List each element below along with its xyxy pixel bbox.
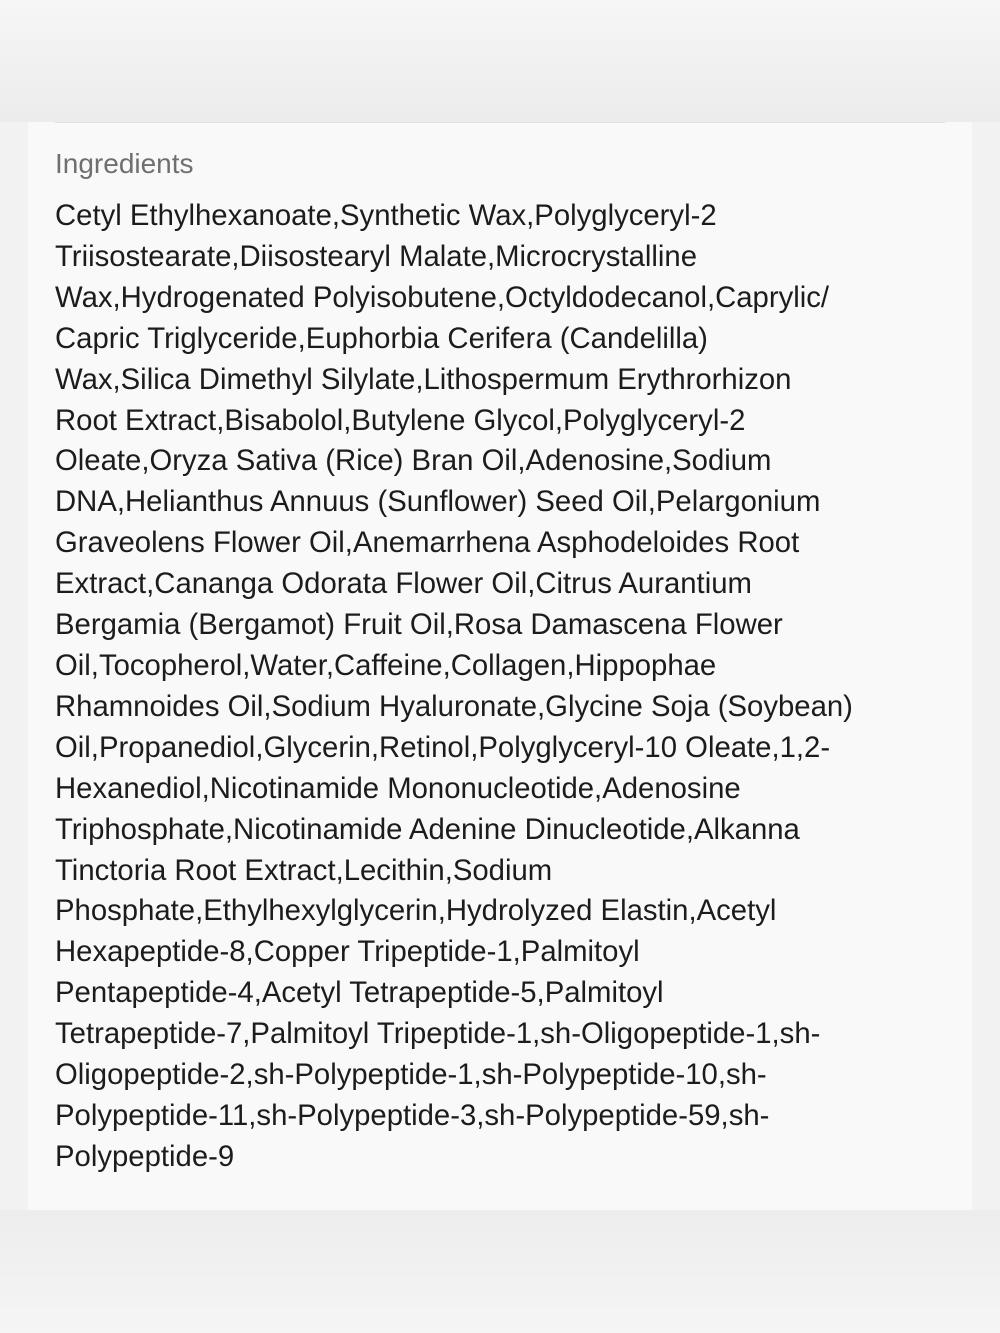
ingredients-line: Extract,Cananga Odorata Flower Oil,Citrus Aurantium bbox=[55, 567, 752, 601]
ingredients-line: Tinctoria Root Extract,Lecithin,Sodium bbox=[55, 853, 553, 887]
ingredients-line: Pentapeptide-4,Acetyl Tetrapeptide-5,Palmitoyl bbox=[55, 976, 664, 1010]
top-background bbox=[0, 0, 1000, 122]
section-divider bbox=[55, 122, 945, 123]
ingredients-line: Phosphate,Ethylhexylglycerin,Hydrolyzed Elastin,Acetyl bbox=[55, 894, 777, 928]
ingredients-title: Ingredients bbox=[55, 148, 194, 179]
ingredients-line: Triisostearate,Diisostearyl Malate,Microcrystalline bbox=[55, 239, 697, 273]
ingredients-line: Polypeptide-9 bbox=[55, 1139, 235, 1173]
ingredients-line: Oligopeptide-2,sh-Polypeptide-1,sh-Polypeptide-10,sh- bbox=[55, 1058, 767, 1092]
ingredients-line: Wax,Hydrogenated Polyisobutene,Octyldodecanol,Caprylic/ bbox=[55, 280, 830, 314]
ingredients-line: Oil,Tocopherol,Water,Caffeine,Collagen,Hippophae bbox=[55, 648, 717, 682]
ingredients-line: Polypeptide-11,sh-Polypeptide-3,sh-Polypeptide-59,sh- bbox=[55, 1098, 770, 1132]
ingredients-line: Bergamia (Bergamot) Fruit Oil,Rosa Damascena Flower bbox=[55, 608, 783, 642]
ingredients-card bbox=[28, 122, 972, 1210]
ingredients-line: Cetyl Ethylhexanoate,Synthetic Wax,Polyglyceryl-2 bbox=[55, 199, 717, 232]
ingredients-line: Oleate,Oryza Sativa (Rice) Bran Oil,Adenosine,Sodium bbox=[55, 444, 772, 478]
bottom-background bbox=[0, 1210, 1000, 1333]
ingredients-line: Graveolens Flower Oil,Anemarrhena Asphodeloides Root bbox=[55, 526, 800, 560]
ingredients-line: Root Extract,Bisabolol,Butylene Glycol,Polyglyceryl-2 bbox=[55, 403, 746, 437]
ingredients-line: DNA,Helianthus Annuus (Sunflower) Seed Oil,Pelargonium bbox=[55, 485, 821, 519]
ingredients-line: Capric Triglyceride,Euphorbia Cerifera (Candelilla) bbox=[55, 321, 708, 355]
ingredients-line: Rhamnoides Oil,Sodium Hyaluronate,Glycine Soja (Soybean) bbox=[55, 689, 853, 723]
ingredients-line: Oil,Propanediol,Glycerin,Retinol,Polyglyceryl-10 Oleate,1,2- bbox=[55, 730, 831, 764]
ingredients-line: Wax,Silica Dimethyl Silylate,Lithospermum Erythrorhizon bbox=[55, 362, 792, 396]
ingredients-line: Tetrapeptide-7,Palmitoyl Tripeptide-1,sh-Oligopeptide-1,sh- bbox=[55, 1017, 821, 1051]
ingredients-list bbox=[55, 196, 853, 1178]
ingredients-line: Hexapeptide-8,Copper Tripeptide-1,Palmitoyl bbox=[55, 935, 640, 969]
ingredients-line: Triphosphate,Nicotinamide Adenine Dinucleotide,Alkanna bbox=[55, 812, 800, 846]
ingredients-line: Hexanediol,Nicotinamide Mononucleotide,Adenosine bbox=[55, 771, 741, 805]
